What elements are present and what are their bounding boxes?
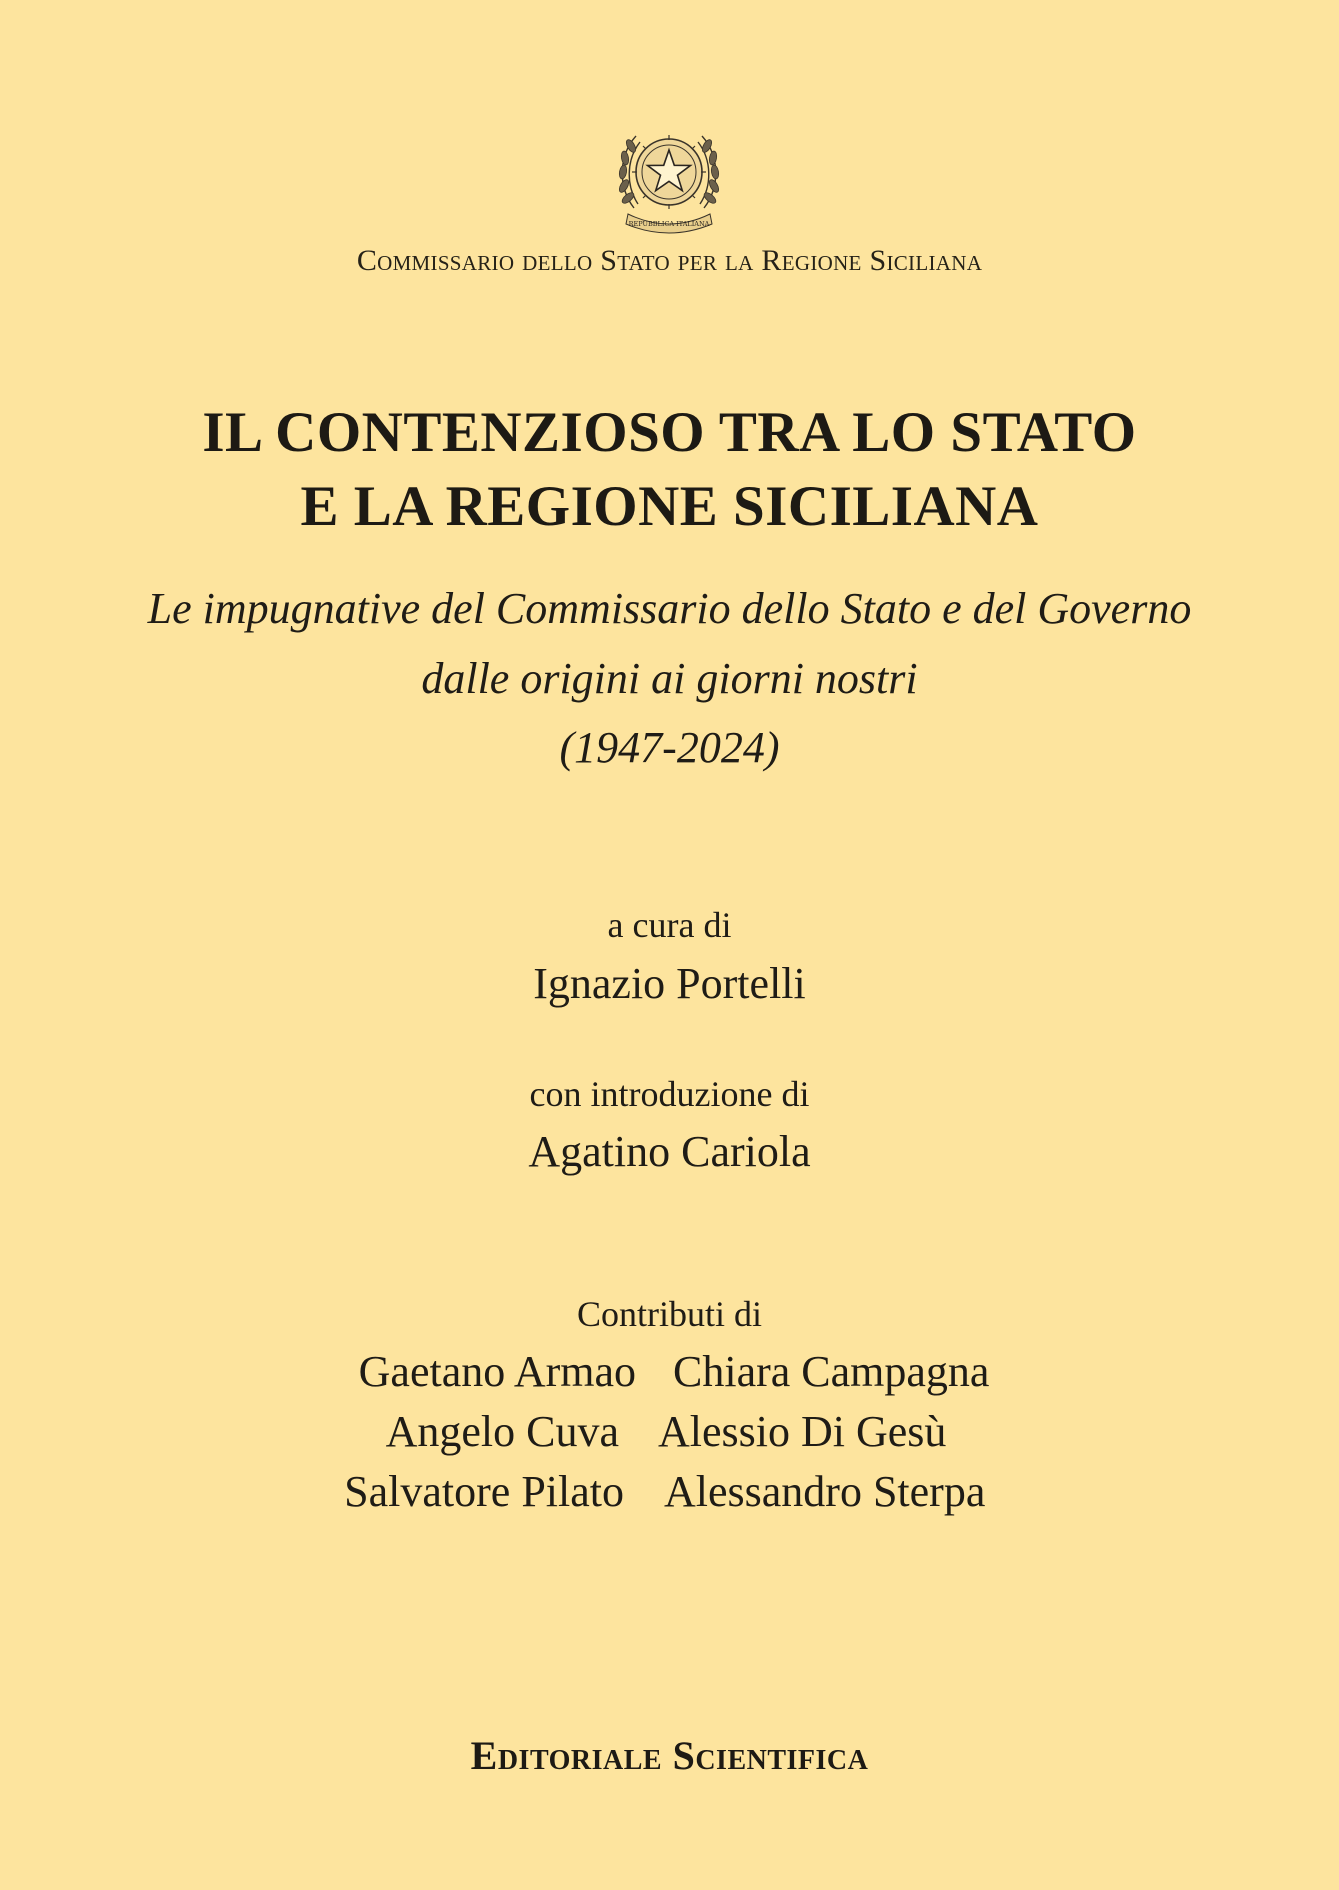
book-subtitle-line-1: Le impugnative del Commissario dello Stato e del Governo: [147, 584, 1192, 633]
contributors-row: [0, 1466, 1339, 1526]
contributor-name: Gaetano Armao: [358, 1347, 636, 1396]
editor-name: Ignazio Portelli: [533, 959, 806, 1008]
contributor-name: Alessandro Sterpa: [664, 1467, 986, 1516]
contributors-row: [0, 1406, 1339, 1466]
book-title-line-1: IL CONTENZIOSO TRA LO STATO: [202, 401, 1137, 464]
issuer-line: Commissario dello Stato per la Regione Siciliana: [356, 244, 983, 277]
contributors-row: [0, 1346, 1339, 1406]
introduction-author: Agatino Cariola: [528, 1127, 811, 1176]
emblem-ribbon-text: REPUBBLICA ITALIANA: [628, 220, 710, 228]
publisher-name: Editoriale Scientifica: [470, 1733, 869, 1778]
contributor-name: Salvatore Pilato: [344, 1467, 624, 1516]
editor-label: a cura di: [607, 905, 732, 945]
book-subtitle-line-2: dalle origini ai giorni nostri: [421, 654, 918, 703]
introduction-label: con introduzione di: [529, 1074, 810, 1114]
book-title-line-2: E LA REGIONE SICILIANA: [300, 475, 1039, 538]
contributors-label: Contributi di: [576, 1294, 762, 1334]
contributor-name: Angelo Cuva: [385, 1407, 619, 1456]
italian-republic-emblem-icon: [614, 116, 724, 238]
contributor-name: Chiara Campagna: [673, 1347, 990, 1396]
contributor-name: Alessio Di Gesù: [658, 1407, 947, 1456]
book-subtitle-years: (1947-2024): [559, 723, 780, 772]
